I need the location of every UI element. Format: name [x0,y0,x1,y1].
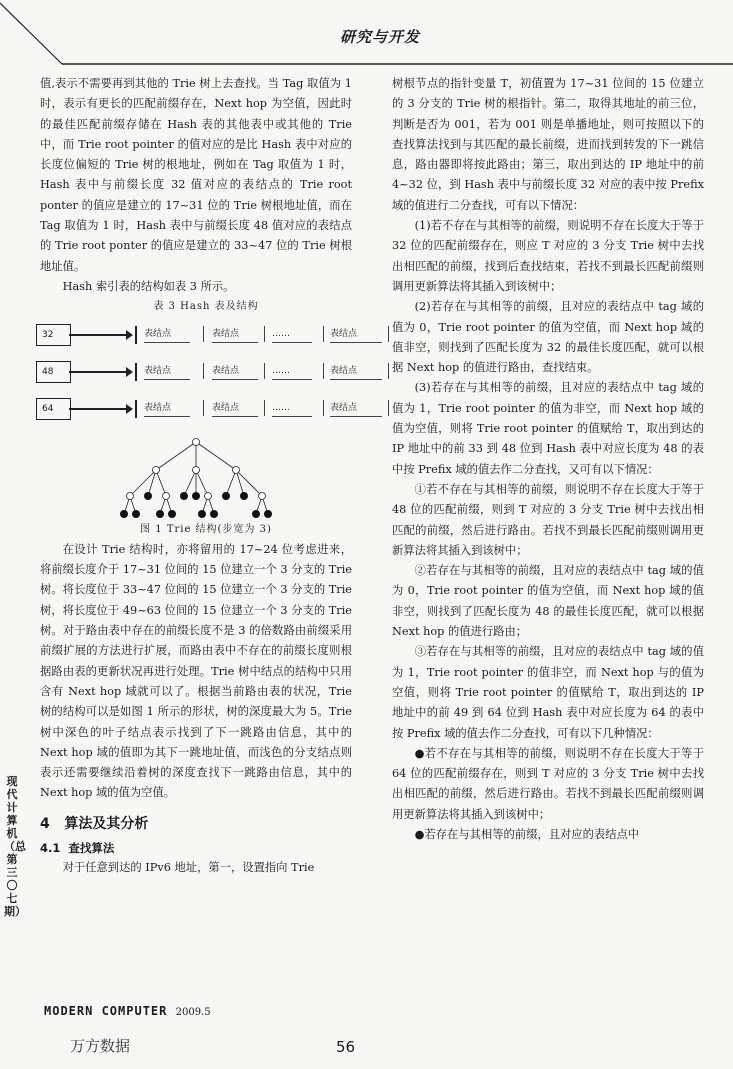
table-bar [135,363,137,381]
right-paragraph-6: ②若存在与其相等的前缀，且对应的表结点中 tag 域的值为 0，Trie root pointer 的值为空值，而 Next hop 域的值非空，则找到了匹配长度为 48 的最佳长度匹配，就可以根据 Next hop 的值进行路由； [392,564,704,639]
left-paragraph-2: Hash 索引表的结构如表 3 所示。 [62,279,235,293]
table-divider [264,326,265,342]
table-ellipsis: …… [272,326,312,343]
table-ellipsis: …… [272,363,312,380]
table-node: 表结点 [144,363,190,380]
table-node: 表结点 [330,326,382,343]
table-divider [203,326,204,342]
table-divider [203,400,204,416]
right-paragraph-4: (3)若存在与其相等的前缀，且对应的表结点中 tag 域的值为 1，Trie root pointer 的值为非空，而 Next hop 域的值为空值，则将 Trie root pointer 的值赋给 T，取出到达的 IP 地址中的前 33 到 48 位到 Hash 表中对应长度为 48 的表中按 Prefix 域的值去作二分查找，又可有以下情况： [392,381,704,476]
table-node: 表结点 [330,363,382,380]
section-heading-4 [40,814,352,834]
table-node: 表结点 [212,326,258,343]
arrow-icon [69,408,131,410]
watermark: 万方数据 [70,1037,131,1055]
table-divider [323,326,324,342]
table-caption: 表 3 Hash 表及结构 [153,301,259,313]
table-divider [264,400,265,416]
page-number: 56 [336,1038,356,1056]
table-node: 表结点 [330,400,382,417]
table-ellipsis: …… [272,400,312,417]
right-paragraph-1: 树根节点的指针变量 T，初值置为 17~31 位间的 15 位建立的 3 分支的 Trie 树的根指针。第二，取得其地址的前三位，判断是否为 001，若为 001 则是单播地址，则可按照以下的查找算法找到与其匹配的最长前缀，进而找到转发的下一跳信息，路由器即将按此路由；第三，取出到达的 IP 地址中的前 4~32 位，到 Hash 表中与前缀长度 32 对应的表中按 Prefix 域的值进行二分查找，可有以下情况： [392,77,704,212]
section-title: 算法及其分析 [64,815,149,832]
right-paragraph-5: ①若不存在与其相等的前缀，则说明不存在长度大于等于 48 位的匹配前缀，则到 T 对应的 3 分支 Trie 树中去找出相匹配的前缀，然后进行路由。若找不到最长匹配前缀则调用更新算法将其插入到该树中； [392,482,704,557]
table-divider [203,363,204,379]
section-number: 4 [40,815,50,832]
table-divider [323,363,324,379]
arrow-icon [69,371,131,373]
table-divider [323,400,324,416]
subsection-number: 4.1 [40,841,61,856]
right-paragraph-3: (2)若存在与其相等的前缀，且对应的表结点中 tag 域的值为 0，Trie root pointer 的值为空值，而 Next hop 域的值非空，则找到了匹配长度为 32 的最佳长度匹配，就可以根据 Next hop 的值进行路由，查找结束。 [392,300,704,375]
journal-sidebar: 现代计算机（总第三〇七期） [4,775,26,918]
left-paragraph-4: 对于任意到达的 IPv6 地址，第一，设置指向 Trie [62,861,315,875]
left-paragraph-3: 在设计 Trie 结构时，亦将留用的 17~24 位考虑进来，将前缀长度介于 17~31 位间的 15 位建立一个 3 分支的 Trie 树。将长度位于 33~47 位间的 15 位建立一个 3 分支的 Trie 树，将长度位于 49~63 位间的 15 位建立一个 3 分支的 Trie 树。对于路由表中存在的前缀长度不是 3 的倍数路由前缀采用前缀扩展的方法进行扩展，而路由表中不存在的前缀长度则根据路由表的更新状况再进行处理。Trie 树中结点的结构中只用含有 Next hop 域就可以了。根据当前路由表的状况，Trie 树的结构可以是如图 1 所示的形状，树的深度最大为 5。Trie 树中深色的叶子结点表示找到了下一跳路由信息，其中的 Next hop 域的值即为其下一跳地址值，而浅色的分支结点则表示还需要继续沿着树的深度查找下一跳路由信息，其中的 Next hop 域的值为空值。 [40,542,352,800]
right-paragraph-7: ③若存在与其相等的前缀，且对应的表结点中 tag 域的值为 1，Trie root pointer 的值非空，而 Next hop 与的值为空值，则将 Trie root pointer 的值赋给 T，取出到达的 IP 地址中的前 49 到 64 位到 Hash 表中对应长度为 64 的表中按 Prefix 域的值去作二分查找，可有以下几种情况： [392,645,704,740]
left-paragraph-1: 值,表示不需要再到其他的 Trie 树上去查找。当 Tag 取值为 1 时，表示有更长的匹配前缀存在，Next hop 为空值，因此时的最佳匹配前缀存储在 Hash 表的其他表中或其他的 Trie 中，而 Trie root pointer 的值对应的是比 Hash 表中对应的长度位偏短的 Trie 树的根地址，例如在 Tag 取值为 1 时，Hash 表中与前缀长度 32 值对应的表结点的 Trie root ponter 的值应是建立的 17~31 位的 Trie 树根地址值，而在 Tag 取值为 1 时，Hash 表中与前缀长度 48 值对应的表结点的 Trie root ponter 的值应是建立的 33~47 位的 Trie 树根地址值。 [40,77,352,273]
table-divider [388,326,389,342]
table-bar [135,400,137,418]
table-node: 表结点 [212,363,258,380]
header-title: 研究与开发 [340,28,421,46]
table-bar [135,326,137,344]
table-divider [388,363,389,379]
table-divider [388,400,389,416]
arrow-icon [69,334,131,336]
journal-name: MODERN COMPUTER [44,1004,168,1018]
section-heading-4-1 [40,838,352,858]
figure-caption: 图 1 Trie 结构(步宽为 3) [140,523,272,535]
table-node: 表结点 [212,400,258,417]
footer-brand [44,1004,211,1018]
hash-key-48: 48 [36,361,71,383]
left-column [40,74,358,879]
table-node: 表结点 [144,326,190,343]
right-column [392,74,704,845]
subsection-title: 查找算法 [68,841,115,856]
hash-key-64: 64 [36,398,71,420]
right-paragraph-9: ●若存在与其相等的前缀，且对应的表结点中 [414,827,640,841]
trie-diagram [116,436,276,520]
hash-table [40,320,358,432]
hash-key-32: 32 [36,324,71,346]
right-paragraph-8: ●若不存在与其相等的前缀，则说明不存在长度大于等于 64 位的匹配前缀存在，则到 T 对应的 3 分支 Trie 树中去找出相匹配的前缀，然后进行路由。若找不到最长匹配前缀则调用更新算法将其插入到该树中； [392,746,704,821]
table-divider [264,363,265,379]
journal-issue: 2009.5 [175,1007,211,1018]
table-node: 表结点 [144,400,190,417]
right-paragraph-2: (1)若不存在与其相等的前缀，则说明不存在长度大于等于 32 位的匹配前缀存在，则应 T 对应的 3 分支 Trie 树中去找出相匹配的前缀，找到后查找结束，若找不到最长匹配前缀则调用更新算法将其插入到该树中； [392,219,704,293]
